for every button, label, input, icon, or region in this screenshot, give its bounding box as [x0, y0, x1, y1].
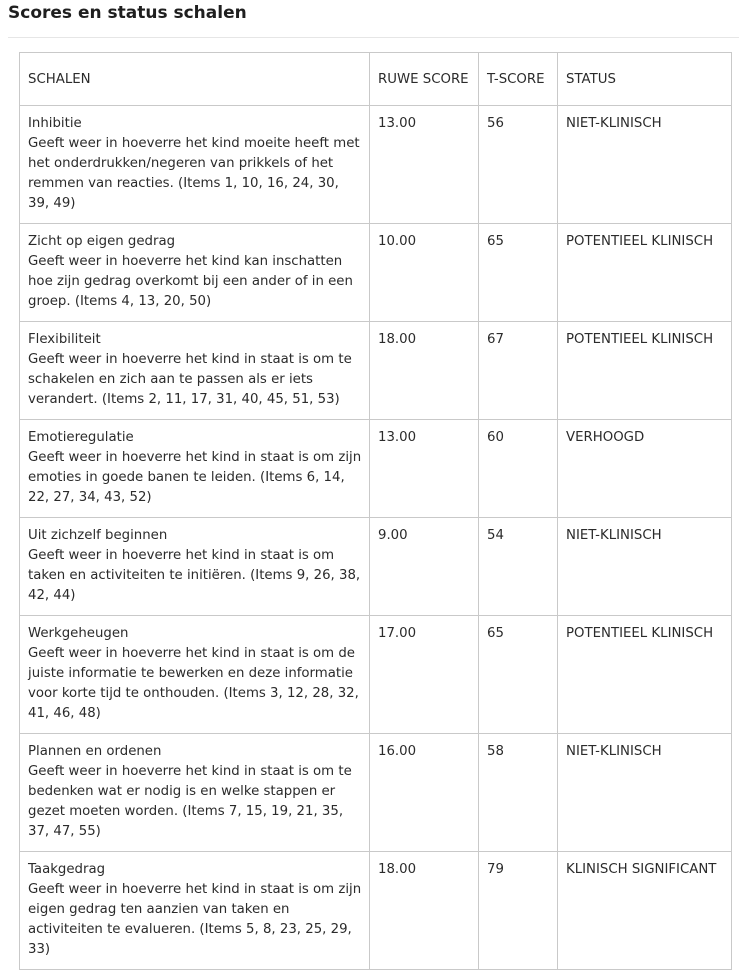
scale-cell: [20, 734, 370, 852]
title-divider: [8, 37, 739, 38]
scale-cell: [20, 616, 370, 734]
table-row: [20, 616, 732, 734]
raw-score: 18.00: [370, 852, 479, 970]
scale-cell: [20, 224, 370, 322]
table-row: [20, 322, 732, 420]
table-row: [20, 106, 732, 224]
scores-table: [19, 52, 732, 970]
scale-cell: [20, 420, 370, 518]
table-row: [20, 518, 732, 616]
scale-description: Geeft weer in hoeverre het kind in staat is om zijn eigen gedrag ten aanzien van taken en activiteiten te evalueren. (Items 5, 8, 23, 25, 29, 33): [28, 882, 362, 957]
raw-score: 9.00: [370, 518, 479, 616]
scale-cell: [20, 106, 370, 224]
header-status: STATUS: [558, 53, 732, 106]
scale-description: Geeft weer in hoeverre het kind in staat is om te schakelen en zich aan te passen als er iets verandert. (Items 2, 11, 17, 31, 40, 45, 51, 53): [28, 352, 352, 407]
status: POTENTIEEL KLINISCH: [558, 616, 732, 734]
t-score: 58: [479, 734, 558, 852]
scale-description: Geeft weer in hoeverre het kind in staat is om taken en activiteiten te initiëren. (Items 9, 26, 38, 42, 44): [28, 548, 361, 603]
table-row: [20, 420, 732, 518]
header-raw-score: RUWE SCORE: [370, 53, 479, 106]
scale-name: Emotieregulatie: [28, 430, 134, 445]
scale-name: Zicht op eigen gedrag: [28, 234, 176, 249]
scale-name: Taakgedrag: [28, 862, 106, 877]
t-score: 60: [479, 420, 558, 518]
scale-name: Plannen en ordenen: [28, 744, 162, 759]
scale-name: Uit zichzelf beginnen: [28, 528, 168, 543]
status: POTENTIEEL KLINISCH: [558, 224, 732, 322]
scale-description: Geeft weer in hoeverre het kind in staat is om te bedenken wat er nodig is en welke stappen er gezet moeten worden. (Items 7, 15, 19, 21, 35, 37, 47, 55): [28, 764, 352, 839]
t-score: 67: [479, 322, 558, 420]
table-header-row: [20, 53, 732, 106]
header-t-score: T-SCORE: [479, 53, 558, 106]
status: KLINISCH SIGNIFICANT: [558, 852, 732, 970]
scale-cell: [20, 852, 370, 970]
t-score: 79: [479, 852, 558, 970]
scale-name: Inhibitie: [28, 116, 82, 131]
status: POTENTIEEL KLINISCH: [558, 322, 732, 420]
scale-description: Geeft weer in hoeverre het kind moeite heeft met het onderdrukken/negeren van prikkels of het remmen van reacties. (Items 1, 10, 16, 24, 30, 39, 49): [28, 136, 360, 211]
raw-score: 10.00: [370, 224, 479, 322]
section-title: Scores en status schalen: [8, 3, 247, 23]
raw-score: 16.00: [370, 734, 479, 852]
table-row: [20, 734, 732, 852]
scale-name: Werkgeheugen: [28, 626, 129, 641]
status: NIET-KLINISCH: [558, 734, 732, 852]
t-score: 56: [479, 106, 558, 224]
scale-name: Flexibiliteit: [28, 332, 101, 347]
table-row: [20, 852, 732, 970]
scale-description: Geeft weer in hoeverre het kind in staat is om zijn emoties in goede banen te leiden. (Items 6, 14, 22, 27, 34, 43, 52): [28, 450, 362, 505]
status: VERHOOGD: [558, 420, 732, 518]
header-scale: SCHALEN: [20, 53, 370, 106]
t-score: 54: [479, 518, 558, 616]
raw-score: 17.00: [370, 616, 479, 734]
raw-score: 13.00: [370, 420, 479, 518]
t-score: 65: [479, 616, 558, 734]
table-row: [20, 224, 732, 322]
scale-cell: [20, 518, 370, 616]
scale-cell: [20, 322, 370, 420]
status: NIET-KLINISCH: [558, 518, 732, 616]
raw-score: 13.00: [370, 106, 479, 224]
scale-description: Geeft weer in hoeverre het kind kan inschatten hoe zijn gedrag overkomt bij een ander of in een groep. (Items 4, 13, 20, 50): [28, 254, 353, 309]
scale-description: Geeft weer in hoeverre het kind in staat is om de juiste informatie te bewerken en deze informatie voor korte tijd te onthouden. (Items 3, 12, 28, 32, 41, 46, 48): [28, 646, 359, 721]
status: NIET-KLINISCH: [558, 106, 732, 224]
raw-score: 18.00: [370, 322, 479, 420]
t-score: 65: [479, 224, 558, 322]
